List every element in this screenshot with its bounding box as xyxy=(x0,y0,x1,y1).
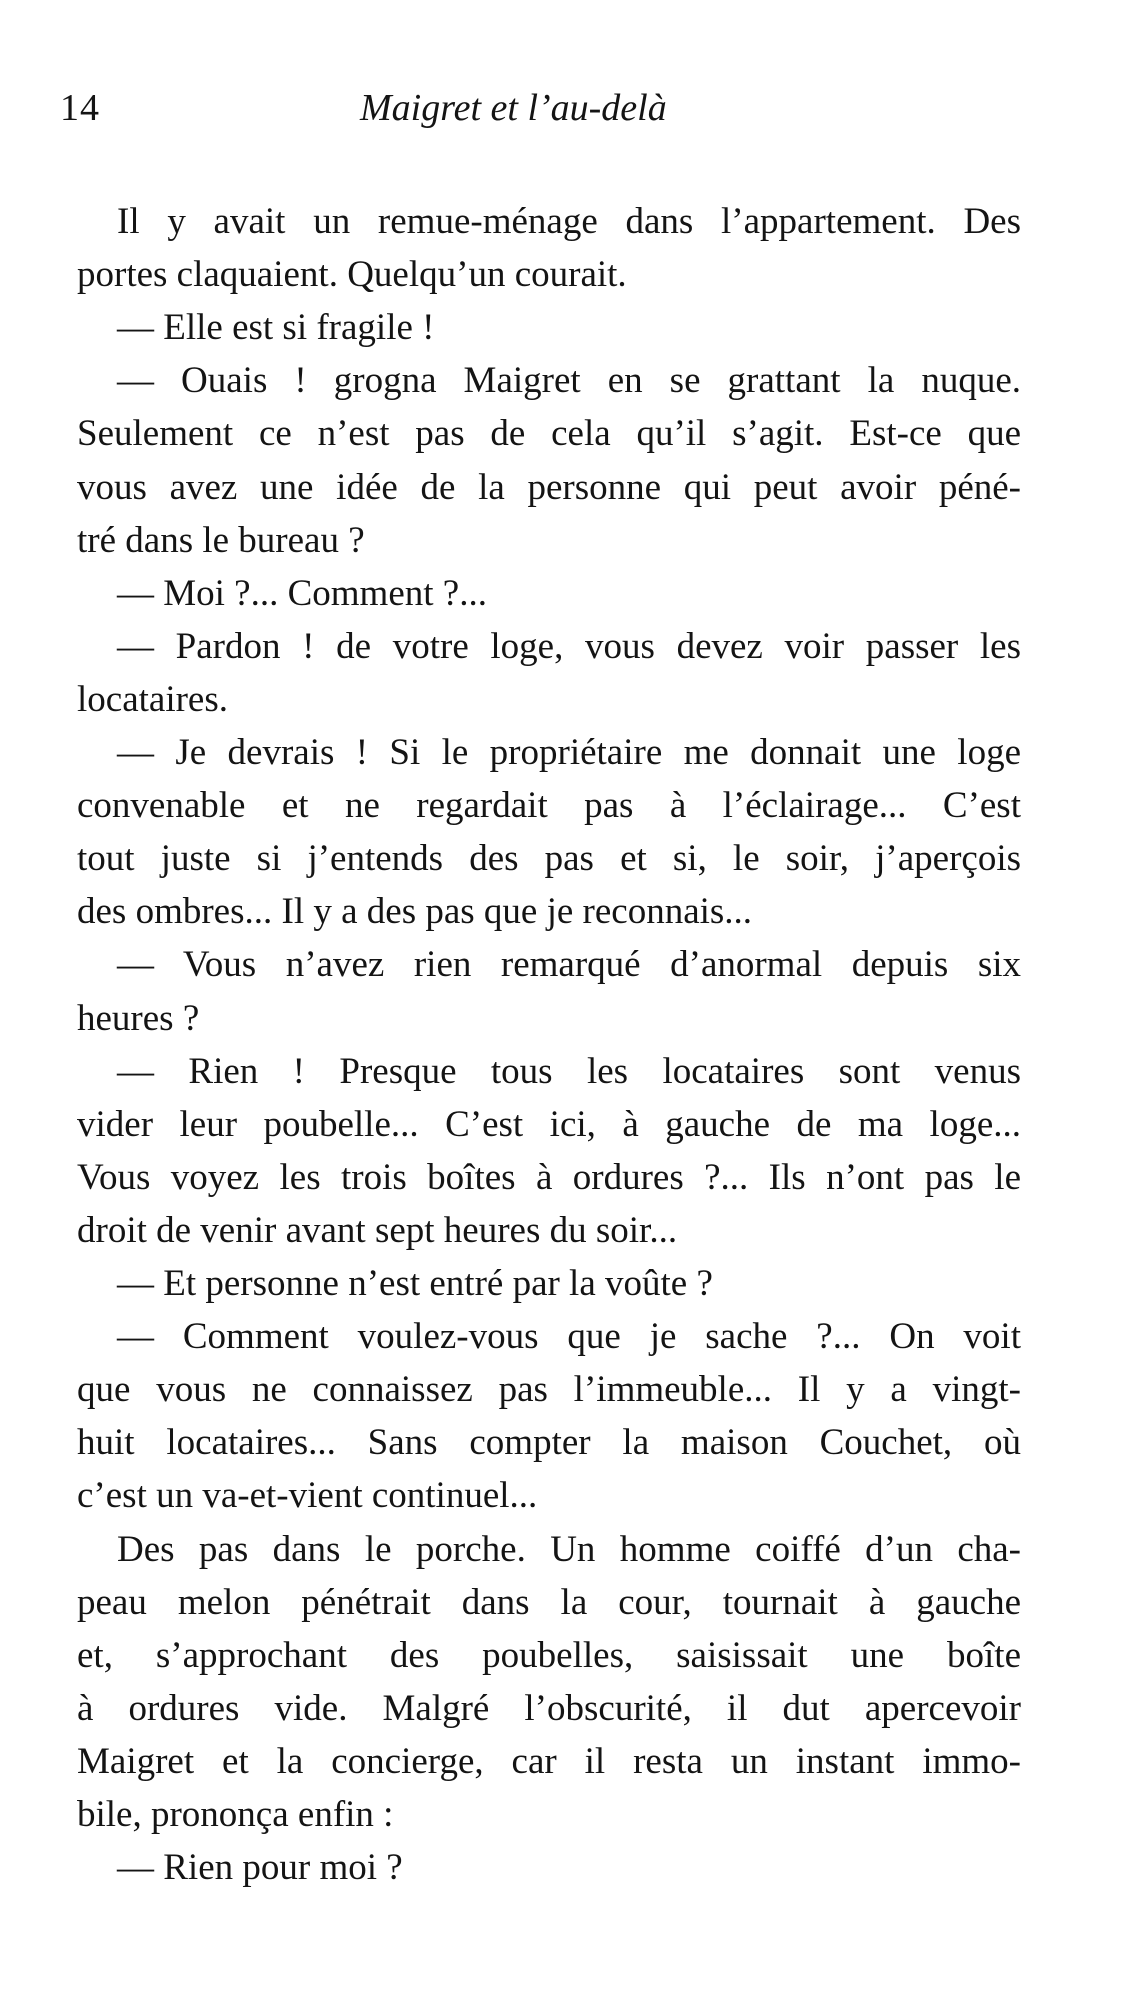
text-line: — Ouais ! grogna Maigret en se grattant la nuque. xyxy=(117,360,1021,402)
text-line: — Rien pour moi ? xyxy=(117,1847,403,1889)
text-line: peau melon pénétrait dans la cour, tournait à gauche xyxy=(77,1581,1021,1623)
text-line: vous avez une idée de la personne qui peut avoir péné- xyxy=(77,466,1021,508)
text-line: que vous ne connaissez pas l’immeuble... Il y a vingt- xyxy=(77,1369,1021,1411)
text-line: heures ? xyxy=(77,997,200,1039)
text-line: Seulement ce n’est pas de cela qu’il s’agit. Est-ce que xyxy=(77,413,1021,455)
text-line: — Vous n’avez rien remarqué d’anormal depuis six xyxy=(117,944,1021,986)
text-line: convenable et ne regardait pas à l’éclairage... C’est xyxy=(77,785,1021,827)
text-line: Il y avait un remue-ménage dans l’appartement. Des xyxy=(117,201,1021,242)
text-line: — Elle est si fragile ! xyxy=(117,307,435,349)
text-line: Des pas dans le porche. Un homme coiffé d’un cha- xyxy=(117,1528,1021,1570)
text-line: — Et personne n’est entré par la voûte ? xyxy=(117,1263,713,1304)
text-line: et, s’approchant des poubelles, saisissait une boîte xyxy=(77,1634,1021,1676)
text-line: — Je devrais ! Si le propriétaire me donnait une loge xyxy=(117,732,1021,773)
text-line: — Moi ?... Comment ?... xyxy=(117,572,487,614)
text-line: Maigret et la concierge, car il resta un instant immo- xyxy=(77,1740,1021,1782)
text-line: Vous voyez les trois boîtes à ordures ?... Ils n’ont pas le xyxy=(77,1156,1021,1198)
text-line: tout juste si j’entends des pas et si, le soir, j’aperçois xyxy=(77,838,1021,880)
text-line: — Comment voulez-vous que je sache ?... On voit xyxy=(117,1316,1021,1358)
running-title: Maigret et l’au-delà xyxy=(360,87,667,129)
text-line: tré dans le bureau ? xyxy=(77,519,365,561)
text-line: à ordures vide. Malgré l’obscurité, il dut apercevoir xyxy=(77,1687,1021,1729)
text-line: des ombres... Il y a des pas que je reconnais... xyxy=(77,891,753,933)
text-line: portes claquaient. Quelqu’un courait. xyxy=(77,254,627,296)
text-line: droit de venir avant sept heures du soir... xyxy=(77,1209,678,1251)
text-line: huit locataires... Sans compter la maison Couchet, où xyxy=(77,1422,1021,1464)
text-line: — Pardon ! de votre loge, vous devez voir passer les xyxy=(117,625,1021,667)
text-line: bile, prononça enfin : xyxy=(77,1794,394,1835)
text-line: — Rien ! Presque tous les locataires sont venus xyxy=(117,1050,1021,1092)
text-line: locataires. xyxy=(77,678,228,720)
text-line: c’est un va-et-vient continuel... xyxy=(77,1475,538,1517)
page-number: 14 xyxy=(60,87,100,129)
text-line: vider leur poubelle... C’est ici, à gauche de ma loge... xyxy=(77,1103,1021,1145)
